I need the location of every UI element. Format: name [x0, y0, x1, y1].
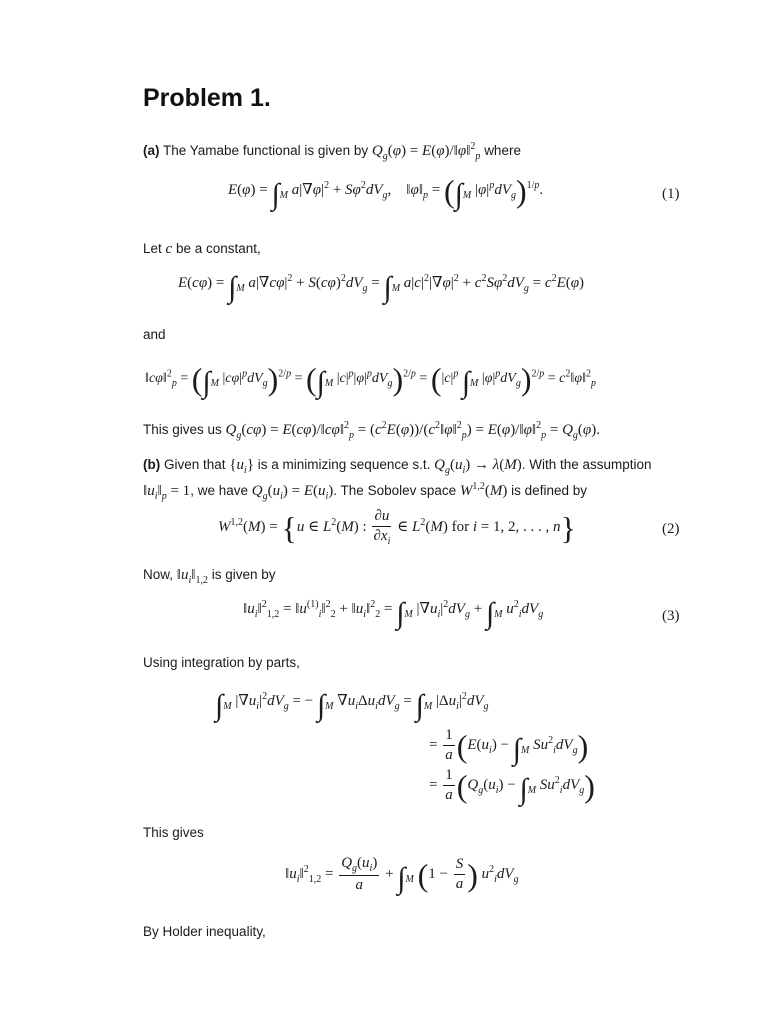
- and-text: and: [143, 327, 166, 342]
- page-title: Problem 1.: [143, 84, 271, 112]
- part-b-line-1: (b) Given that $\{u_i\}$ is a minimizing sequence s.t. $Q_g(u_i) \to \lambda(M)$. With the assumption: [143, 457, 652, 476]
- this-gives-text: This gives: [143, 825, 204, 840]
- equation-number-2: (2): [662, 521, 680, 537]
- ibp-equation-line-1: $\int_M$ $|\nabla u_i|^2dV_g$ = − $\int_M$ $\nabla u_i\Delta u_idV_g = \int_M$ $|\Delta u_i|^2dV_g$: [215, 689, 489, 722]
- now-norm-text: Now, $‖u_i‖_{1,2}$ is given by: [143, 567, 276, 586]
- minimizing-limit-math: $Q_g(u_i) \to \lambda(M)$: [434, 457, 522, 476]
- equation-1: $E(\varphi) = \int_M$ $a|\nabla\varphi|^2 + S\varphi^2dV_g$, $‖\varphi‖_p = (\int_M$ $|\varphi|^pdV_g)^{1/p}$.: [228, 173, 544, 211]
- normalization-math: $‖u_i‖_p = 1$: [143, 483, 191, 502]
- equation-3: $‖u_i‖^2_{1,2}$ = $‖u^{(1)}_i‖^2_2$ + $‖u_i‖^2_2 = \int_M$ $|\nabla u_i|^2dV_g + \int_M$ $u^2_idV_g$: [243, 597, 544, 630]
- equation-e-c-phi: $E(c\varphi) = \int_M$ $a|\nabla c\varphi|^2 + S(c\varphi)^2dV_g = \int_M$ $a|c|^2|\nabla\varphi|^2 + c^2S\varphi^2dV_g = c^2E(\varphi)$: [178, 271, 585, 304]
- scale-invariance-math: $Q_g(c\varphi)$ = E(cφ)/‖cφ‖$^2_p$ = $(c^2E(\varphi))/(c^2‖\varphi‖^2_p)$ = E(φ)/‖φ‖$^2_p$ = $Q_g(\varphi)$.: [225, 420, 600, 441]
- part-b-line-2: $‖u_i‖_p = 1$, we have $Q_g(u_i) = E(u_i)$. The Sobolev space W$^{1,2}$(M) is defined by: [143, 481, 587, 502]
- equation-2: W$^{1,2}$(M) = {u ∈ $L^2(M)$ : $\frac{\partial u}{\partial x_i}$ ∈ $L^2(M)$ for i = 1, 2, . . . , n}: [218, 508, 576, 547]
- sobolev-norm-math: $‖u_i‖_{1,2}$: [176, 567, 208, 586]
- sobolev-space-math: W$^{1,2}$(M): [459, 481, 508, 499]
- ibp-equation-line-3: = $\frac{1}{a}$ ($Q_g(u_i) - \int_M$ $Su^2_idV_g$): [429, 767, 595, 806]
- yamabe-functional-math: $Q_g(\varphi)$ = E(φ)/‖φ‖$^2_p$: [371, 141, 481, 162]
- equation-norm-c-phi: ‖cφ‖$^2_p$ = ($\int_M$ $|c\varphi|^pdV_g)^{2/p} = (\int_M$ $|c|^p|\varphi|^pdV_g)^{2/p} = (|c|^p$ $\int_M$ $|\varphi|^pdV_g)^{2/p}$ = $c^2‖\varphi‖^2_p$: [145, 361, 596, 399]
- part-a-conclusion: This gives us $Q_g(c\varphi)$ = E(cφ)/‖cφ‖$^2_p$ = $(c^2E(\varphi))/(c^2‖\varphi‖^2_p)$ = E(φ)/‖φ‖$^2_p$ = $Q_g(\varphi)$.: [143, 420, 600, 441]
- part-a-intro: (a) The Yamabe functional is given by $Q_g(\varphi)$ = E(φ)/‖φ‖$^2_p$ where: [143, 141, 521, 162]
- equation-norm-result: $‖u_i‖^2_{1,2}$ = $\frac{Q_g(u_i)}{a}$ + $\int_M$ (1 − $\frac{S}{a}$ ) $u^2_idV_g$: [285, 855, 519, 895]
- equation-number-3: (3): [662, 608, 680, 624]
- q-equals-e-math: $Q_g(u_i) = E(u_i)$: [251, 483, 334, 502]
- equation-number-1: (1): [662, 186, 680, 202]
- holder-text: By Holder inequality,: [143, 924, 266, 939]
- ibp-text: Using integration by parts,: [143, 655, 300, 670]
- part-b-label: (b): [143, 457, 161, 472]
- ibp-equation-line-2: = $\frac{1}{a}$ ($E(u_i) - \int_M$ $Su^2_idV_g$): [429, 727, 589, 766]
- sequence-set-math: $\{u_i\}$: [229, 457, 255, 476]
- part-a-label: (a): [143, 143, 160, 158]
- let-c-constant: Let c be a constant,: [143, 241, 261, 257]
